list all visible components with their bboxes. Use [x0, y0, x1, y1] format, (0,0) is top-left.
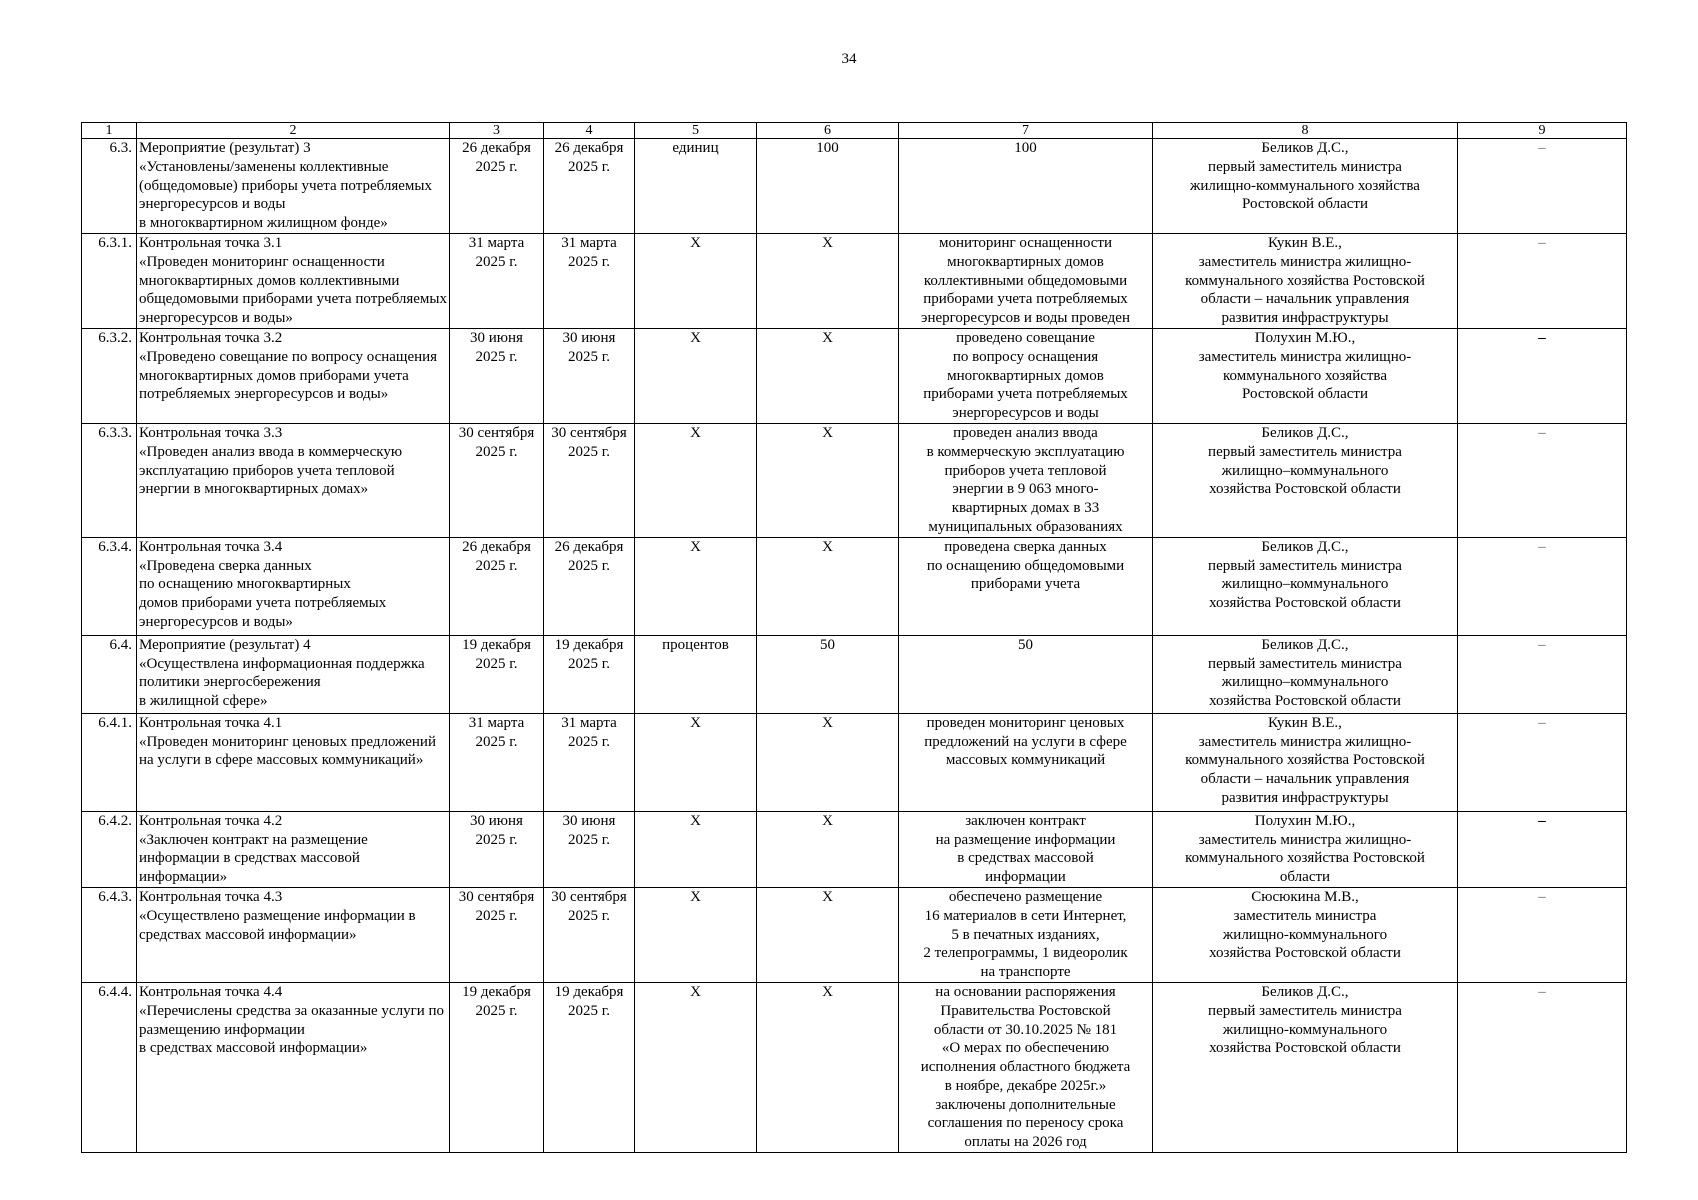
page-number: 34: [841, 51, 857, 67]
item-number-cell: [82, 537, 137, 635]
item-name-cell: [137, 713, 450, 811]
start-date: 31 марта 2025 г.: [468, 714, 525, 750]
responsible-person-cell: [1153, 887, 1458, 982]
start-date: 30 сентября 2025 г.: [458, 888, 535, 924]
table-row: [82, 887, 1627, 982]
actual-result: 100: [1014, 140, 1037, 156]
item-number: 6.3.2.: [98, 329, 132, 346]
end-date-cell: [544, 887, 635, 982]
item-number: 6.4.: [109, 636, 132, 653]
actual-result: мониторинг оснащенности многоквартирных домов коллективными общедомовыми приборами учета потребляемых энергоресурсов и воды проведен: [921, 234, 1130, 327]
column-number: 8: [1153, 123, 1458, 139]
item-number: 6.4.1.: [98, 714, 132, 731]
actual-result: проведен анализ ввода в коммерческую эксплуатацию приборов учета тепловой энергии в 9 063 много- квартирных домах в 33 муниципальных образованиях: [926, 424, 1125, 535]
column-number: 1: [82, 123, 137, 139]
end-date: 30 июня 2025 г.: [562, 812, 616, 848]
responsible-person-cell: [1153, 537, 1458, 635]
actual-result-cell: [899, 423, 1153, 537]
note-cell: [1458, 233, 1627, 328]
item-number-cell: [82, 233, 137, 328]
end-date-cell: [544, 328, 635, 423]
actual-result-cell: [899, 139, 1153, 234]
end-date: 19 декабря 2025 г.: [554, 983, 624, 1019]
planned-value: X: [822, 714, 833, 731]
responsible-person: Беликов Д.С., первый заместитель министра жилищно-коммунального хозяйства Ростовской области: [1190, 140, 1420, 213]
actual-result: на основании распоряжения Правительства Ростовской области от 30.10.2025 № 181 «О мерах по обеспечению исполнения областного бюджета в ноябре, декабре 2025г.» заключены дополнительные соглашения по переносу срока оплаты на 2026 год: [920, 983, 1131, 1151]
note-cell: [1458, 811, 1627, 887]
unit-cell: [635, 233, 757, 328]
start-date: 26 декабря 2025 г.: [462, 538, 531, 574]
start-date: 30 июня 2025 г.: [470, 329, 523, 365]
planned-value-cell: [757, 887, 899, 982]
planned-value-cell: [757, 233, 899, 328]
item-name-cell: [137, 139, 450, 234]
item-number-cell: [82, 423, 137, 537]
unit-cell: [635, 982, 757, 1152]
column-number: 5: [635, 123, 757, 139]
item-name: Контрольная точка 4.4 «Перечислены средства за оказанные услуги по размещению информации в средствах массовой информации»: [139, 983, 445, 1057]
unit-cell: [635, 537, 757, 635]
actual-result-cell: [899, 713, 1153, 811]
responsible-person: Беликов Д.С., первый заместитель министра жилищно–коммунального хозяйства Ростовской области: [1208, 636, 1402, 710]
table-row: [82, 713, 1627, 811]
column-number-row: [82, 123, 1627, 139]
unit: X: [690, 812, 701, 829]
end-date-cell: [544, 139, 635, 234]
start-date: 19 декабря 2025 г.: [462, 636, 531, 672]
planned-value-cell: [757, 635, 899, 713]
table-row: [82, 982, 1627, 1152]
unit-cell: [635, 887, 757, 982]
item-number-cell: [82, 713, 137, 811]
note: –: [1538, 983, 1546, 1000]
unit: X: [690, 983, 701, 1000]
note-cell: [1458, 328, 1627, 423]
actual-result: 50: [1018, 636, 1033, 653]
note-cell: [1458, 423, 1627, 537]
end-date-cell: [544, 635, 635, 713]
start-date-cell: [450, 811, 544, 887]
actual-result-cell: [899, 328, 1153, 423]
column-number: 4: [544, 123, 635, 139]
item-number: 6.3.: [109, 140, 132, 156]
responsible-person-cell: [1153, 423, 1458, 537]
start-date: 30 июня 2025 г.: [470, 812, 523, 848]
actual-result: проведено совещание по вопросу оснащения многоквартирных домов приборами учета потребляемых энергоресурсов и воды: [923, 329, 1128, 422]
planned-value: X: [822, 424, 833, 441]
note: –: [1538, 888, 1546, 905]
planned-value: 50: [820, 636, 835, 653]
table-row: [82, 423, 1627, 537]
item-name: Контрольная точка 3.2 «Проведено совещание по вопросу оснащения многоквартирных домов приборами учета потребляемых энергоресурсов и воды»: [139, 329, 438, 403]
actual-result: обеспечено размещение 16 материалов в сети Интернет, 5 в печатных изданиях, 2 телепрограммы, 1 видеоролик на транспорте: [923, 888, 1128, 981]
planned-value: X: [822, 983, 833, 1000]
planned-value-cell: [757, 811, 899, 887]
item-name-cell: [137, 537, 450, 635]
actual-result-cell: [899, 537, 1153, 635]
planned-value: X: [822, 812, 833, 829]
responsible-person-cell: [1153, 233, 1458, 328]
start-date-cell: [450, 423, 544, 537]
item-number: 6.4.2.: [98, 812, 132, 829]
unit-cell: [635, 423, 757, 537]
responsible-person-cell: [1153, 139, 1458, 234]
item-name-cell: [137, 811, 450, 887]
unit: X: [690, 538, 701, 555]
table-row: [82, 328, 1627, 423]
end-date: 30 сентября 2025 г.: [551, 888, 627, 924]
end-date-cell: [544, 713, 635, 811]
note: –: [1538, 538, 1546, 555]
start-date-cell: [450, 233, 544, 328]
unit: X: [690, 234, 701, 251]
responsible-person: Полухин М.Ю., заместитель министра жилищно- коммунального хозяйства Ростовской области: [1198, 329, 1412, 403]
planned-value-cell: [757, 982, 899, 1152]
column-number: 6: [757, 123, 899, 139]
start-date-cell: [450, 713, 544, 811]
table-row: [82, 811, 1627, 887]
item-name-cell: [137, 423, 450, 537]
start-date: 31 марта 2025 г.: [468, 234, 525, 270]
actual-result-cell: [899, 887, 1153, 982]
table-body: [82, 123, 1627, 1153]
item-name-cell: [137, 982, 450, 1152]
planned-value: X: [822, 538, 833, 555]
planned-value-cell: [757, 537, 899, 635]
planned-value-cell: [757, 139, 899, 234]
column-number: 9: [1458, 123, 1627, 139]
end-date: 30 сентября 2025 г.: [551, 424, 627, 460]
item-name: Контрольная точка 3.3 «Проведен анализ ввода в коммерческую эксплуатацию приборов учета тепловой энергии в многоквартирных домах»: [139, 424, 403, 498]
note-cell: [1458, 887, 1627, 982]
responsible-person: Беликов Д.С., первый заместитель министра жилищно-коммунального хозяйства Ростовской области: [1208, 983, 1402, 1057]
table-row: [82, 233, 1627, 328]
unit-cell: [635, 139, 757, 234]
note-cell: [1458, 982, 1627, 1152]
responsible-person: Кукин В.Е., заместитель министра жилищно- коммунального хозяйства Ростовской области – начальник управления развития инфраструктуры: [1185, 234, 1425, 327]
item-name: Контрольная точка 3.1 «Проведен мониторинг оснащенности многоквартирных домов коллективными общедомовыми приборами учета потребляемых энергоресурсов и воды»: [139, 234, 447, 327]
start-date: 30 сентября 2025 г.: [458, 424, 535, 460]
unit-cell: [635, 635, 757, 713]
note: –: [1538, 636, 1546, 653]
note-cell: [1458, 537, 1627, 635]
unit: процентов: [662, 636, 729, 653]
item-number: 6.3.4.: [98, 538, 132, 555]
item-name: Контрольная точка 3.4 «Проведена сверка данных по оснащению многоквартирных домов приборами учета потребляемых энергоресурсов и воды»: [139, 538, 387, 630]
responsible-person-cell: [1153, 635, 1458, 713]
end-date: 19 декабря 2025 г.: [554, 636, 624, 672]
unit: X: [690, 329, 701, 346]
item-number: 6.3.1.: [98, 234, 132, 251]
actual-result-cell: [899, 233, 1153, 328]
start-date-cell: [450, 328, 544, 423]
item-name: Мероприятие (результат) 3 «Установлены/заменены коллективные (общедомовые) приборы учета потребляемых энергоресурсов и воды в многоквартирном жилищном фонде»: [139, 140, 432, 232]
item-name-cell: [137, 233, 450, 328]
actual-result-cell: [899, 635, 1153, 713]
unit-cell: [635, 713, 757, 811]
column-number: 7: [899, 123, 1153, 139]
start-date: 26 декабря 2025 г.: [462, 140, 531, 175]
note-cell: [1458, 635, 1627, 713]
end-date-cell: [544, 423, 635, 537]
item-name-cell: [137, 887, 450, 982]
item-number: 6.3.3.: [98, 424, 132, 441]
start-date-cell: [450, 887, 544, 982]
note-cell: [1458, 139, 1627, 234]
planned-value: 100: [816, 140, 839, 156]
unit: X: [690, 888, 701, 905]
actual-result: проведена сверка данных по оснащению общедомовыми приборами учета: [926, 538, 1125, 593]
item-number-cell: [82, 982, 137, 1152]
end-date: 31 марта 2025 г.: [561, 714, 617, 750]
note-cell: [1458, 713, 1627, 811]
item-name: Мероприятие (результат) 4 «Осуществлена информационная поддержка политики энергосбережения в жилищной сфере»: [139, 636, 425, 710]
item-number: 6.4.3.: [98, 888, 132, 905]
start-date: 19 декабря 2025 г.: [462, 983, 531, 1019]
start-date-cell: [450, 982, 544, 1152]
planned-value-cell: [757, 423, 899, 537]
item-name: Контрольная точка 4.3 «Осуществлено размещение информации в средствах массовой информации»: [139, 888, 416, 943]
planned-value-cell: [757, 713, 899, 811]
start-date-cell: [450, 635, 544, 713]
responsible-person: Сюсюкина М.В., заместитель министра жилищно-коммунального хозяйства Ростовской области: [1209, 888, 1401, 962]
note: –: [1538, 329, 1546, 346]
note: –: [1538, 234, 1546, 251]
column-number: 3: [450, 123, 544, 139]
item-name-cell: [137, 328, 450, 423]
actual-result-cell: [899, 982, 1153, 1152]
responsible-person-cell: [1153, 328, 1458, 423]
planned-value: X: [822, 329, 833, 346]
planned-value: X: [822, 888, 833, 905]
responsible-person: Беликов Д.С., первый заместитель министра жилищно–коммунального хозяйства Ростовской области: [1208, 424, 1402, 498]
implementation-plan-table: [81, 122, 1627, 1153]
item-number-cell: [82, 887, 137, 982]
start-date-cell: [450, 139, 544, 234]
planned-value: X: [822, 234, 833, 251]
responsible-person: Полухин М.Ю., заместитель министра жилищно- коммунального хозяйства Ростовской области: [1185, 812, 1425, 886]
note: –: [1538, 714, 1546, 731]
item-number-cell: [82, 328, 137, 423]
unit: X: [690, 424, 701, 441]
note: –: [1538, 140, 1546, 156]
responsible-person: Кукин В.Е., заместитель министра жилищно- коммунального хозяйства Ростовской области – начальник управления развития инфраструктуры: [1185, 714, 1425, 806]
actual-result: заключен контракт на размещение информации в средствах массовой информации: [935, 812, 1116, 886]
note: –: [1538, 812, 1546, 829]
responsible-person-cell: [1153, 811, 1458, 887]
actual-result: проведен мониторинг ценовых предложений на услуги в сфере массовых коммуникаций: [924, 714, 1127, 769]
table-row: [82, 635, 1627, 713]
item-number-cell: [82, 811, 137, 887]
end-date: 26 декабря 2025 г.: [554, 140, 624, 175]
end-date-cell: [544, 537, 635, 635]
end-date: 31 марта 2025 г.: [561, 234, 617, 270]
start-date-cell: [450, 537, 544, 635]
item-number-cell: [82, 139, 137, 234]
end-date-cell: [544, 982, 635, 1152]
table-row: [82, 537, 1627, 635]
end-date: 30 июня 2025 г.: [562, 329, 616, 365]
end-date-cell: [544, 233, 635, 328]
responsible-person-cell: [1153, 982, 1458, 1152]
end-date: 26 декабря 2025 г.: [554, 538, 624, 574]
responsible-person-cell: [1153, 713, 1458, 811]
unit-cell: [635, 328, 757, 423]
item-number-cell: [82, 635, 137, 713]
item-name: Контрольная точка 4.2 «Заключен контракт на размещение информации в средствах массовой информации»: [139, 812, 368, 886]
column-number: 2: [137, 123, 450, 139]
planned-value-cell: [757, 328, 899, 423]
note: –: [1538, 424, 1546, 441]
unit: единиц: [672, 140, 719, 156]
responsible-person: Беликов Д.С., первый заместитель министра жилищно–коммунального хозяйства Ростовской области: [1208, 538, 1402, 612]
actual-result-cell: [899, 811, 1153, 887]
end-date-cell: [544, 811, 635, 887]
item-name: Контрольная точка 4.1 «Проведен мониторинг ценовых предложений на услуги в сфере массовых коммуникаций»: [139, 714, 436, 769]
unit: X: [690, 714, 701, 731]
table-row: [82, 139, 1627, 234]
item-number: 6.4.4.: [98, 983, 132, 1000]
unit-cell: [635, 811, 757, 887]
item-name-cell: [137, 635, 450, 713]
